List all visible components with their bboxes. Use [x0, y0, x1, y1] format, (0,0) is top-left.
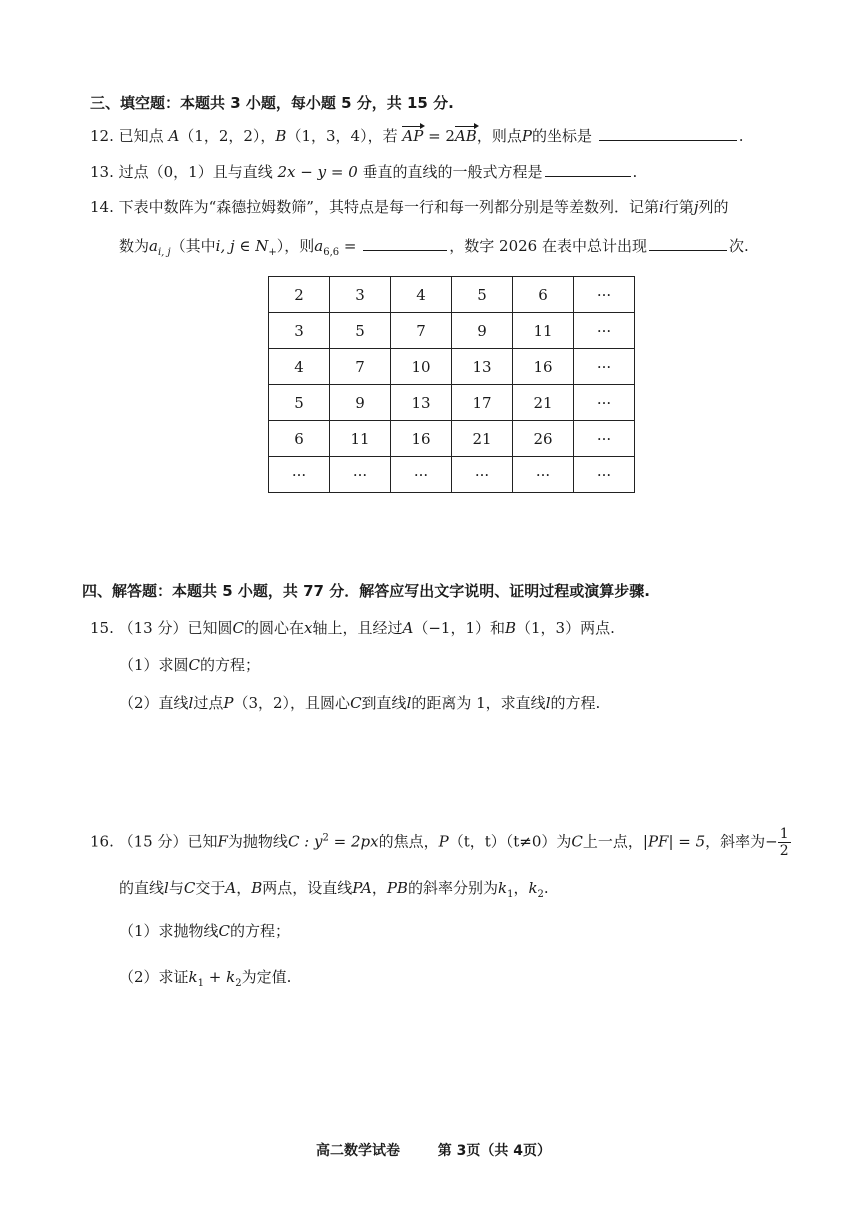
table-cell: 9 — [452, 313, 513, 349]
x-axis-var: x — [304, 619, 313, 637]
q16-line2g: ， — [513, 879, 529, 897]
point-b: B — [275, 127, 287, 145]
circle-c: C — [232, 619, 244, 637]
minus-sign: − — [765, 832, 778, 851]
n-plus-subscript: + — [268, 247, 277, 258]
question-15-part1 — [119, 654, 260, 676]
q13-text-b: 垂直的直线的一般式方程是 — [362, 163, 543, 181]
q16-text-f: ，斜率为 — [705, 832, 766, 851]
curve-c-2: C — [183, 879, 196, 897]
q15-p2c: （3，2），且圆心 — [233, 694, 351, 712]
focus-f: F — [217, 832, 228, 851]
parabola-exponent: 2 — [322, 832, 329, 844]
point-p-16: P — [438, 832, 449, 851]
q16-text-a: （15 分）已知 — [118, 832, 218, 851]
q15-text3: 轴上，且经过 — [312, 619, 403, 637]
sum-k2-subscript: 2 — [235, 978, 242, 989]
table-cell: 7 — [330, 349, 391, 385]
table-cell: ··· — [513, 457, 574, 493]
footer-subject: 高二数学试卷 — [316, 1143, 400, 1159]
q12-number: 12. — [90, 127, 114, 145]
q14-line1b: 行第 — [663, 198, 694, 216]
q16-text-d: （t，t）（t≠0）为 — [448, 832, 572, 851]
q14-line2a: 数为 — [119, 237, 150, 255]
table-cell: ··· — [574, 457, 635, 493]
q14-answer-blank-1[interactable] — [363, 234, 447, 251]
table-cell: 26 — [513, 421, 574, 457]
q16-line2c: 交于 — [195, 879, 226, 897]
table-cell: 4 — [269, 349, 330, 385]
table-cell: 9 — [330, 385, 391, 421]
table-cell: 13 — [391, 385, 452, 421]
table-cell: 11 — [513, 313, 574, 349]
q14-number: 14. — [90, 198, 114, 216]
table-cell: ··· — [574, 421, 635, 457]
q15-p1-c: C — [188, 656, 201, 674]
footer-page-number: 第 3页（共 4页） — [437, 1143, 551, 1159]
q14-line2e: ，数字 2026 在表中总计出现 — [449, 237, 647, 255]
point-a: A — [168, 127, 180, 145]
q14-line2b: （其中 — [170, 237, 216, 255]
vector-ab: AB — [454, 127, 477, 145]
table-cell: 17 — [452, 385, 513, 421]
q12-text: 已知点 — [118, 127, 164, 145]
point-b-15: B — [504, 619, 517, 637]
q12-text-b: ，则点 — [476, 127, 522, 145]
question-15 — [90, 617, 615, 639]
q13-line-equation: 2x − y = 0 — [277, 163, 358, 181]
table-cell: 5 — [330, 313, 391, 349]
q15-p2b: 过点 — [193, 694, 224, 712]
table-cell: 5 — [269, 385, 330, 421]
q13-text-a: 过点（0，1）且与直线 — [118, 163, 273, 181]
section3-heading: 三、填空题：本题共 3 小题，每小题 5 分，共 15 分. — [90, 94, 454, 112]
parabola-eq: C : y — [287, 832, 323, 851]
plus-sign: + — [204, 968, 227, 986]
point-a-16: A — [225, 879, 237, 897]
slope-fraction — [778, 826, 791, 859]
a-66: a — [314, 237, 324, 255]
q16-line2h: . — [543, 879, 549, 897]
line-pa: PA — [352, 879, 372, 897]
line-l-16: l — [164, 879, 169, 897]
table-cell: ··· — [269, 457, 330, 493]
a-66-subscript: 6,6 — [323, 247, 340, 258]
k1: k — [497, 879, 508, 897]
table-cell: 21 — [513, 385, 574, 421]
table-cell: ··· — [574, 349, 635, 385]
q15-p1a: （1）求圆 — [119, 656, 189, 674]
q14-line1-text: 下表中数阵为“森德拉姆数筛”，其特点是每一行和每一列都分别是等差数列．记第 — [118, 198, 659, 216]
line-l-3: l — [545, 694, 551, 712]
q13-number: 13. — [90, 163, 114, 181]
question-15-part2 — [119, 692, 600, 714]
table-cell: 3 — [269, 313, 330, 349]
q16-number: 16. — [90, 832, 114, 851]
q16-p1b: 的方程； — [230, 922, 291, 940]
q13-answer-blank[interactable] — [545, 160, 631, 177]
ij-in-n: i, j ∈ N — [215, 237, 269, 255]
table-cell: 6 — [513, 277, 574, 313]
q15-text5: （1，3）两点. — [516, 619, 615, 637]
q16-line2a: 的直线 — [119, 879, 165, 897]
center-c: C — [350, 694, 362, 712]
q15-p2e: 的距离为 1，求直线 — [411, 694, 546, 712]
q16-line2d: 两点，设直线 — [262, 879, 353, 897]
table-row — [269, 457, 635, 493]
section4-heading: 四、解答题：本题共 5 小题，共 77 分．解答应写出文字说明、证明过程或演算步骤. — [82, 582, 650, 600]
line-l: l — [188, 694, 194, 712]
q14-line2d: = — [339, 237, 357, 255]
table-cell: 4 — [391, 277, 452, 313]
q13-end: . — [632, 163, 638, 181]
q16-text-e: 上一点， — [582, 832, 643, 851]
q16-text-b: 为抛物线 — [227, 832, 288, 851]
fraction-numerator: 1 — [779, 826, 789, 842]
table-cell: 10 — [391, 349, 452, 385]
table-cell: 7 — [391, 313, 452, 349]
sum-k1-subscript: 1 — [197, 978, 205, 989]
sum-k2: k — [226, 968, 236, 986]
table-cell: 13 — [452, 349, 513, 385]
sum-k1: k — [188, 968, 198, 986]
point-a-coords: （1，2，2）， — [179, 127, 276, 145]
q15-p2d: 到直线 — [361, 694, 407, 712]
table-cell: ··· — [574, 313, 635, 349]
q14-line2c: ），则 — [276, 237, 315, 255]
a-ij: a — [149, 237, 158, 255]
k1-subscript: 1 — [507, 889, 514, 900]
q16-line2e: ， — [371, 879, 387, 897]
q14-answer-blank-2[interactable] — [649, 234, 727, 251]
table-row — [269, 421, 635, 457]
q15-text: （13 分）已知圆 — [118, 619, 233, 637]
q14-line2f: 次. — [729, 237, 749, 255]
table-cell: 5 — [452, 277, 513, 313]
comma: ， — [236, 879, 252, 897]
q15-text2: 的圆心在 — [243, 619, 304, 637]
q16-line2f: 的斜率分别为 — [407, 879, 498, 897]
q12-text-c: 的坐标是 — [531, 127, 592, 145]
line-l-2: l — [406, 694, 412, 712]
q15-p2a: （2）直线 — [119, 694, 189, 712]
table-row — [269, 349, 635, 385]
curve-c: C — [571, 832, 583, 851]
vector-ap: AP — [402, 127, 424, 145]
table-cell: 16 — [513, 349, 574, 385]
table-cell: ··· — [574, 277, 635, 313]
var-j: j — [693, 198, 699, 216]
equals: = 2 — [423, 127, 455, 145]
question-14-line2 — [119, 234, 749, 264]
table-cell: 3 — [330, 277, 391, 313]
question-13 — [90, 160, 637, 183]
question-14-line1 — [90, 196, 728, 218]
q16-p2b: 为定值. — [241, 968, 292, 986]
k2: k — [528, 879, 538, 897]
question-16-part2 — [119, 966, 291, 995]
pf-distance: |PF| = 5 — [642, 832, 706, 851]
table-body — [269, 277, 635, 493]
point-p: P — [521, 127, 532, 145]
q15-number: 15. — [90, 619, 114, 637]
page-footer — [0, 1140, 867, 1160]
q16-text-c: 的焦点， — [378, 832, 439, 851]
table-row — [269, 385, 635, 421]
question-16-part1 — [119, 920, 290, 942]
q16-p2a: （2）求证 — [119, 968, 189, 986]
table-row — [269, 277, 635, 313]
q15-p1b: 的方程； — [200, 656, 261, 674]
table-cell: ··· — [330, 457, 391, 493]
table-cell: ··· — [391, 457, 452, 493]
parabola-eq-rhs: = 2px — [328, 832, 379, 851]
point-b-16: B — [251, 879, 263, 897]
q15-text4: （−1，1）和 — [413, 619, 505, 637]
question-12 — [90, 124, 744, 147]
table-cell: 21 — [452, 421, 513, 457]
point-b-coords: （1，3，4），若 — [286, 127, 398, 145]
q16-p1-c: C — [218, 922, 231, 940]
fraction-denominator: 2 — [779, 843, 789, 859]
q15-p2f: 的方程. — [550, 694, 601, 712]
k2-subscript: 2 — [537, 889, 544, 900]
point-p-15: P — [223, 694, 234, 712]
line-pb: PB — [386, 879, 408, 897]
table-cell: 11 — [330, 421, 391, 457]
table-row — [269, 313, 635, 349]
table-cell: ··· — [452, 457, 513, 493]
question-16 — [90, 826, 791, 859]
table-cell: ··· — [574, 385, 635, 421]
q16-line2b: 与 — [168, 879, 184, 897]
a-ij-subscript: i, j — [157, 247, 171, 258]
question-16-line2 — [119, 877, 549, 906]
q12-answer-blank[interactable] — [599, 124, 737, 141]
q12-end: . — [738, 127, 744, 145]
point-a-15: A — [402, 619, 414, 637]
q16-p1a: （1）求抛物线 — [119, 922, 219, 940]
table-cell: 2 — [269, 277, 330, 313]
table-cell: 16 — [391, 421, 452, 457]
q14-line1c: 列的 — [698, 198, 729, 216]
table-cell: 6 — [269, 421, 330, 457]
sundaram-sieve-table — [268, 276, 635, 493]
var-i: i — [658, 198, 664, 216]
